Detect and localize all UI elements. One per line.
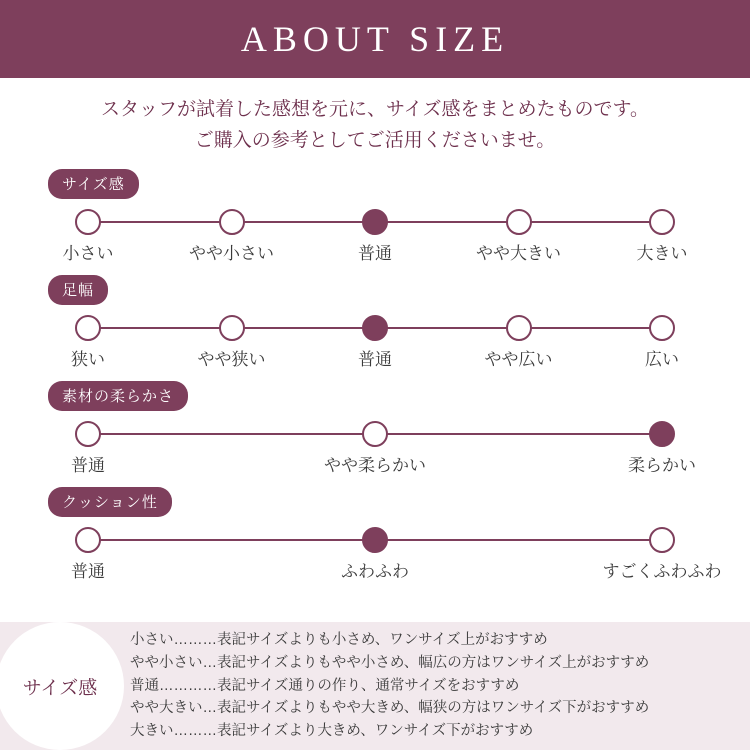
scale-label: サイズ感 bbox=[48, 169, 139, 199]
scale-tick-label: すごくふわふわ bbox=[602, 561, 722, 581]
scale-node[interactable] bbox=[219, 209, 245, 235]
legend-line: やや大きい…表記サイズよりもやや大きめ、幅狭の方はワンサイズ下がおすすめ bbox=[130, 700, 650, 717]
scale-tick-label: 柔らかい bbox=[628, 455, 696, 475]
legend-line: やや小さい…表記サイズよりもやや小さめ、幅広の方はワンサイズ上がおすすめ bbox=[130, 654, 650, 671]
scale-tick-label: やや大きい bbox=[476, 243, 561, 263]
scale-tick-label: 大きい bbox=[636, 243, 688, 263]
scale-tick-label: 普通 bbox=[358, 243, 392, 263]
page-title: ABOUT SIZE bbox=[240, 19, 510, 59]
scale-node[interactable] bbox=[75, 527, 101, 553]
scale-tick-labels bbox=[48, 451, 702, 477]
scale-node[interactable] bbox=[506, 315, 532, 341]
scale-tick-label: 普通 bbox=[358, 349, 392, 369]
legend-line: 普通…………表記サイズ通りの作り、通常サイズをおすすめ bbox=[130, 677, 520, 694]
scale-node-selected[interactable] bbox=[649, 421, 675, 447]
scale-node[interactable] bbox=[362, 421, 388, 447]
scale-node[interactable] bbox=[649, 527, 675, 553]
scale-tick-label: 普通 bbox=[71, 561, 105, 581]
scale-node[interactable] bbox=[219, 315, 245, 341]
scale-group bbox=[0, 381, 750, 477]
legend-line: 小さい………表記サイズよりも小さめ、ワンサイズ上がおすすめ bbox=[130, 631, 548, 648]
scale-node-selected[interactable] bbox=[362, 315, 388, 341]
scale-group bbox=[0, 487, 750, 583]
legend-lines bbox=[124, 629, 649, 744]
scale-label-wrap bbox=[48, 275, 702, 305]
scale-tick-labels bbox=[48, 557, 722, 583]
scale-tick-label: 小さい bbox=[62, 243, 114, 263]
scale-group bbox=[0, 169, 750, 265]
scale-list bbox=[0, 161, 750, 583]
page-header bbox=[0, 0, 750, 78]
scale-node[interactable] bbox=[649, 209, 675, 235]
scale-tick-label: 狭い bbox=[71, 349, 105, 369]
intro-line-2: ご購入の参考としてご活用くださいませ。 bbox=[194, 130, 556, 152]
scale-tick-label: やや狭い bbox=[197, 349, 266, 369]
scale-node-selected[interactable] bbox=[362, 527, 388, 553]
scale-tick-labels bbox=[48, 239, 702, 265]
scale-tick-label: やや柔らかい bbox=[324, 455, 426, 475]
legend-line: 大きい………表記サイズより大きめ、ワンサイズ下がおすすめ bbox=[130, 723, 534, 740]
scale-node-selected[interactable] bbox=[362, 209, 388, 235]
intro-line-1: スタッフが試着した感想を元に、サイズ感をまとめたものです。 bbox=[101, 99, 649, 120]
scale-label: クッション性 bbox=[48, 487, 172, 517]
scale-node[interactable] bbox=[506, 209, 532, 235]
scale-track bbox=[88, 315, 662, 341]
intro-text bbox=[0, 78, 750, 161]
scale-track bbox=[88, 421, 662, 447]
scale-group bbox=[0, 275, 750, 371]
scale-label-wrap bbox=[48, 169, 702, 199]
scale-label-wrap bbox=[48, 381, 702, 411]
scale-tick-label: 普通 bbox=[71, 455, 105, 475]
scale-label: 素材の柔らかさ bbox=[48, 381, 188, 411]
scale-tick-label: やや広い bbox=[484, 349, 553, 369]
scale-node[interactable] bbox=[75, 421, 101, 447]
legend-panel bbox=[0, 622, 750, 750]
scale-node[interactable] bbox=[75, 315, 101, 341]
scale-label-wrap bbox=[48, 487, 702, 517]
scale-node[interactable] bbox=[75, 209, 101, 235]
scale-tick-label: 広い bbox=[645, 349, 679, 369]
scale-label: 足幅 bbox=[48, 275, 108, 305]
scale-tick-label: ふわふわ bbox=[341, 561, 409, 581]
scale-track bbox=[88, 527, 662, 553]
scale-track bbox=[88, 209, 662, 235]
scale-tick-label: やや小さい bbox=[189, 243, 274, 263]
legend-badge: サイズ感 bbox=[0, 622, 124, 750]
scale-tick-labels bbox=[48, 345, 702, 371]
scale-node[interactable] bbox=[649, 315, 675, 341]
